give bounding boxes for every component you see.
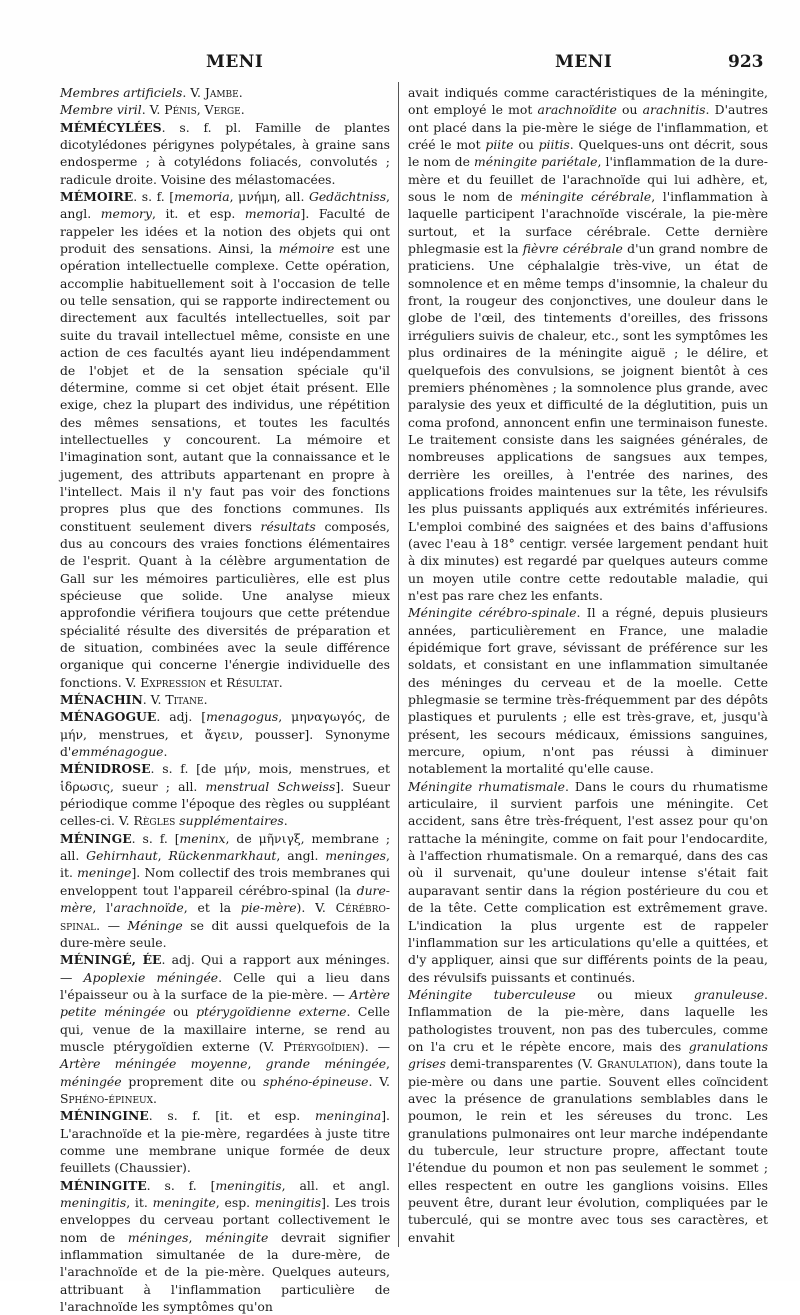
entry-text: . Inflammation de la pie-mère, dans laquelle les pathologistes trouvent, non pas des tubercules, comme on l'a cru et le répète encore, mais des	[408, 986, 768, 1054]
entry-text: méningite cérébrale	[520, 189, 652, 205]
entry-membre-viril	[60, 101, 390, 118]
entry-text: .	[203, 692, 208, 708]
entry-text: Apoplexie méningée	[83, 969, 219, 985]
right-column	[408, 84, 768, 1254]
entry-text: . s. f. [de μήν, mois, menstrues, et ἱδρωσις, sueur ; all.	[60, 761, 390, 794]
entry-text: proprement dite ou	[121, 1073, 264, 1089]
entry-text: ), dans toute la pie-mère ou dans une partie. Souvent elles coïncident avec la présence de granulations semblables dans le poumon, le rein et les séreuses du tronc. Les granulations pulmonaires ont leur marche indépendante du tubercule, leur structure propre, affectant toute l'étendue du poumon et non pas seulement le sommet ; elles respectent en outre les ganglions voisins. Elles peuvent être, durant leur évolution, compliquées par le tuberculé, qui se montre avec tous ses caractères, et envahit	[408, 1056, 768, 1245]
headword: MÉNACHIN	[60, 692, 143, 708]
entry-text: menstrual Schweiss	[205, 778, 336, 794]
entry-menachin	[60, 691, 390, 708]
entry-membres-artificiels	[60, 84, 390, 101]
headword: MÉNINGINE	[60, 1108, 149, 1124]
entry-text: , et la	[183, 900, 241, 916]
entry-text: meningitis	[60, 1195, 127, 1210]
entry-meningite-rhumatismale	[408, 778, 768, 986]
entry-text: résultats	[260, 518, 316, 534]
page-number: 923	[728, 52, 764, 72]
entry-text: , μηναγωγός, de μήν, menstrues, et ἄγειν, pousser]. Synonyme d'	[60, 709, 390, 760]
headword: MÉMÉCYLÉES	[60, 119, 162, 135]
entry-text: se dit aussi quelquefois de la dure-mère seule.	[60, 917, 390, 950]
entry-text: .	[283, 813, 288, 829]
entry-text: . V.	[368, 1073, 390, 1089]
entry-text: ,	[196, 102, 205, 118]
entry-text: Verge	[204, 102, 241, 118]
entry-meningite-tuberculeuse	[408, 986, 768, 1246]
entry-text: . Dans le cours du rhumatisme articulaire, il survient parfois une méningite. Cet accident, sans être très-fréquent, l'est assez pour qu'on rattache la méningite, comme on fait pour l'endocardite, à l'affection rhumatismale. On a remarqué, dans des cas où il survenait, qu'une douleur intense s'était fait auparavant sentir dans la région postérieure du cou et de la tête. Cette complication est extrêmement grave. L'indication la plus urgente est de rappeler l'inflammation sur les articulations qu'elle a quittées, et d'y appliquer, ainsi que sur différents points de la peau, des révulsifs puissants et continués.	[408, 778, 768, 985]
entry-text: Méningite cérébro-spinale	[408, 605, 577, 621]
entry-memoire	[60, 188, 390, 691]
entry-text: ,	[157, 848, 169, 864]
headword: MÉNINGITE	[60, 1177, 147, 1193]
entry-text: .	[240, 102, 245, 118]
entry-text: .	[238, 85, 243, 100]
entry-text: . s. f. [	[146, 1177, 216, 1193]
entry-text: meningina	[314, 1108, 382, 1124]
entry-text: demi-transparentes (V.	[445, 1056, 598, 1072]
entry-text: ). V.	[296, 900, 336, 916]
entry-text: Granulation	[597, 1056, 673, 1072]
entry-text: mémoire	[278, 241, 335, 257]
running-header	[0, 52, 800, 76]
entry-text: est une opération intellectuelle complexe. Cette opération, accomplie habituellement soit à l'occasion de telle ou telle sensation, qui se rapporte indirectement ou directement aux facultés intellectuelles, soit par suite du travail intellectuel même, consiste en une action de ces facultés ayant lieu indépendamment de l'objet et de la sensation spéciale qu'il détermine, comme si cet objet était présent. Elle exige, chez la plupart des individus, une répétition des mêmes sensations, et toutes les facultés intellectuelles y concourent. La mémoire et l'imagination sont, autant que la connaissance et le jugement, des attributs appartenant en propre à l'intellect. Mais il n'y faut pas voir des fonctions propres plus que des fonctions communes. Ils constituent seulement divers	[60, 241, 390, 534]
entry-text: pie-mère	[240, 900, 297, 916]
entry-text: dure-mère	[60, 882, 390, 916]
entry-text: avait indiqués comme caractéristiques de la méningite, ont employé le mot	[408, 85, 768, 118]
entry-text: memoria	[244, 206, 301, 222]
entry-menidrose	[60, 760, 390, 829]
entry-text: . —	[96, 917, 128, 933]
entry-text: meninges	[325, 848, 387, 864]
entry-meninge-adj	[60, 951, 390, 1107]
entry-text: ,	[247, 1056, 266, 1072]
entry-text: Règles	[133, 813, 176, 829]
entry-text: arachnoïdite	[537, 102, 617, 118]
entry-text: . Il a régné, depuis plusieurs années, particulièrement en France, une maladie épidémique fort grave, sévissant de préférence sur les soldats, et consistant en une inflammation simultanée des méninges du cerveau et de la moelle. Cette phlegmasie se termine très-fréquemment par des dépôts plastiques et purulents ; elle est très-grave, et, jusqu'à présent, les secours médicaux, émissions sanguines, mercure, opium, n'ont pas réussi à diminuer notablement la mortalité qu'elle cause.	[408, 605, 768, 777]
entry-text: Gedächtniss	[308, 189, 387, 205]
header-right-word: MENI	[555, 52, 613, 72]
entry-text: ]. Sueur périodique comme l'époque des règles ou suppléant celles-ci. V.	[60, 778, 391, 829]
entry-text: , de μῆνιγξ, membrane ; all.	[60, 830, 391, 864]
headword: MÉNINGE	[60, 830, 132, 846]
entry-text: . V.	[182, 85, 205, 100]
entry-text: , it.	[60, 848, 390, 881]
entry-text: . s. f. pl. Famille de plantes dicotylédones périgynes polypétales, à graine sans endosperme ; à cotylédons foliacés, convolutés ; radicule droite. Voisine des mélastomacées.	[60, 119, 390, 187]
entry-text: memoria	[174, 189, 230, 205]
entry-text: Résultat	[226, 674, 279, 690]
entry-text: . adj. Qui a rapport aux méninges. —	[60, 952, 390, 985]
entry-text: , angl.	[60, 189, 390, 222]
entry-text: Titane	[165, 692, 204, 708]
entry-text: meningite	[152, 1195, 216, 1210]
entry-text: arachnitis	[642, 102, 706, 118]
entry-text: Pénis	[164, 102, 197, 118]
entry-text: ,	[188, 1229, 206, 1245]
entry-text: ou	[165, 1004, 197, 1020]
entry-text: composés, dus au concours des vraies fonctions élémentaires de l'esprit. Quant à la célèbre argumentation de Gall sur les mémoires particulières, elle est plus spécieuse que solide. Une analyse mieux approfondie vérifiera toujours que cette prétendue spécialité résulte des diversités de préparation et de situation, combinées avec la seule différence organique qui concerne l'énergie individuelle des fonctions. V.	[60, 518, 390, 690]
entry-text: méninges	[127, 1229, 189, 1245]
entry-text: Ptérygoïdien	[283, 1038, 360, 1054]
entry-text: . Quelques-uns ont décrit, sous le nom de	[408, 137, 768, 170]
entry-meninge	[60, 830, 390, 951]
entry-text: emménagogue	[71, 744, 164, 760]
entry-text: méningite	[205, 1229, 269, 1245]
entry-text: devrait signifier inflammation simultanée de la dure-mère, de l'arachnoïde et de la pie-mère. Quelques auteurs, attribuant à l'inflammation particulière de l'arachnoïde les symptômes qu'on	[60, 1229, 390, 1315]
entry-text: sphéno-épineuse	[263, 1073, 369, 1089]
entry-text: Membres artificiels	[60, 85, 183, 100]
entry-text: Expression	[140, 674, 207, 690]
entry-text: memory	[100, 206, 152, 222]
entry-text: ou mieux	[575, 986, 694, 1002]
entry-text: ]. L'arachnoïde et la pie-mère, regardées à juste titre comme une membrane unique formée de deux feuillets (Chaussier).	[60, 1108, 390, 1176]
header-left-word: MENI	[206, 52, 264, 72]
entry-text: arachnoïde	[113, 900, 184, 916]
entry-text: .	[153, 1090, 157, 1106]
entry-text: Sphéno-épineux	[60, 1090, 154, 1106]
headword: MÉMOIRE	[60, 189, 134, 205]
entry-text: fièvre cérébrale	[522, 241, 623, 257]
entry-text: , μνήμη, all.	[229, 189, 309, 205]
entry-text: meningitis	[215, 1177, 282, 1193]
entry-text: . adj. [	[156, 709, 207, 725]
entry-text: supplémentaires	[179, 813, 284, 829]
entry-text: ]. Les trois enveloppes du cerveau portant collectivement le nom de	[60, 1195, 390, 1245]
entry-menagogue	[60, 708, 390, 760]
entry-text: , angl.	[276, 848, 326, 864]
entry-text: méningite pariétale	[474, 154, 598, 170]
left-column	[60, 84, 391, 1315]
entry-text: menagogus	[206, 709, 279, 725]
entry-text: . Celle qui a lieu dans l'épaisseur ou à la surface de la pie-mère. —	[60, 969, 390, 1002]
entry-text: , esp.	[215, 1195, 255, 1210]
entry-text: piitis	[538, 137, 570, 153]
entry-text: , l'inflammation à laquelle participent l'arachnoïde viscérale, la pie-mère surtout, et la surface cérébrale. Cette dernière phlegmasie est la	[408, 189, 769, 257]
entry-text: ,	[386, 1056, 390, 1072]
entry-text: .	[278, 674, 283, 690]
entry-text: .	[163, 744, 168, 760]
entry-text: granulations grises	[408, 1038, 768, 1072]
headword: MÉNINGÉ, ÉE	[60, 952, 162, 968]
entry-text: Méningite tuberculeuse	[408, 986, 576, 1002]
entry-text: piite	[485, 137, 514, 153]
entry-text: , it. et esp.	[151, 206, 245, 222]
entry-text: . Celle qui, venue de la maxillaire interne, se rend au muscle ptérygoïdien externe (V.	[60, 1004, 390, 1054]
entry-text: , it.	[126, 1195, 153, 1210]
entry-text: méningée	[60, 1073, 122, 1089]
entry-text: meninx	[179, 830, 226, 846]
entry-text: Méningite rhumatismale	[408, 778, 565, 794]
entry-text: , l'	[92, 900, 114, 916]
entry-text: . V.	[141, 102, 165, 118]
headword: MÉNAGOGUE	[60, 709, 157, 725]
entry-text: Rückenmarkhaut	[168, 848, 277, 864]
entry-text: ou	[616, 102, 643, 118]
entry-text: et	[206, 674, 227, 690]
entry-text: , all. et angl.	[281, 1177, 390, 1193]
entry-text: , l'inflammation de la dure-mère et du feuillet de l'arachnoïde qui lui adhère, et, sous le nom de	[408, 154, 768, 205]
entry-text: meninge	[77, 865, 132, 881]
entry-text: meningitis	[254, 1195, 322, 1210]
entry-text: ptérygoïdienne externe	[196, 1004, 347, 1020]
entry-text: d'un grand nombre de praticiens. Une céphalalgie très-vive, un état de somnolence et en même temps d'insomnie, la chaleur du front, la rougeur des conjonctives, une douleur dans le globe de l'œil, des tintements d'oreilles, des frissons irréguliers suivis de chaleur, etc., sont les symptômes les plus ordinaires de la méningite aiguë ; le délire, et quelquefois des convulsions, se joignent bientôt à ces premiers phénomènes ; la somnolence plus grande, avec paralysie des yeux et difficulté de la déglutition, puis un coma profond, annoncent enfin une terminaison funeste. Le traitement consiste dans les saignées générales, de nombreuses applications de sangsues aux tempes, derrière les oreilles, à l'entrée des narines, des applications froides maintenues sur la tête, les révulsifs les plus puissants appliqués aux extrémités inférieures. L'emploi combiné des saignées et des bains d'affusions (avec l'eau à 18° centigr. versée largement pendant huit à dix minutes) est regardé par quelques auteurs comme un moyen utile contre cette redoutable maladie, qui n'est pas rare chez les enfants.	[408, 241, 768, 603]
entry-meningite-continued	[408, 84, 768, 604]
entry-text: . s. f. [	[131, 830, 180, 846]
entry-text: . V.	[142, 692, 166, 708]
entry-text: Artère petite méningée	[60, 986, 390, 1020]
entry-memecylees	[60, 119, 390, 188]
entry-text: . D'autres ont placé dans la pie-mère le siége de l'inflammation, et créé le mot	[408, 102, 768, 153]
entry-text: ]. Nom collectif des trois membranes qui enveloppent tout l'appareil cérébro-spinal (la	[60, 865, 390, 898]
entry-text: . s. f. [	[133, 189, 175, 205]
entry-text: ]. Faculté de rappeler les idées et la notion des objets qui ont produit des sensations. Ainsi, la	[60, 206, 390, 257]
entry-text: ). —	[359, 1038, 390, 1054]
headword: MÉNIDROSE	[60, 761, 151, 777]
entry-text: grande méningée	[265, 1056, 387, 1072]
entry-text: Jambe	[204, 85, 239, 100]
entry-meningine	[60, 1107, 390, 1176]
entry-text: Artère méningée moyenne	[60, 1056, 248, 1072]
entry-text: Membre viril	[60, 102, 142, 118]
entry-text: Cérébro-spinal	[60, 900, 391, 933]
entry-text: Gehirnhaut	[86, 848, 158, 864]
entry-text: granuleuse	[693, 986, 765, 1002]
entry-text: . s. f. [it. et esp.	[148, 1108, 315, 1124]
entry-meningite-cerebro-spinale	[408, 604, 768, 777]
entry-text: ou	[513, 137, 539, 153]
entry-meningite	[60, 1177, 390, 1315]
column-divider	[398, 82, 399, 1247]
entry-text: Méninge	[127, 917, 183, 933]
